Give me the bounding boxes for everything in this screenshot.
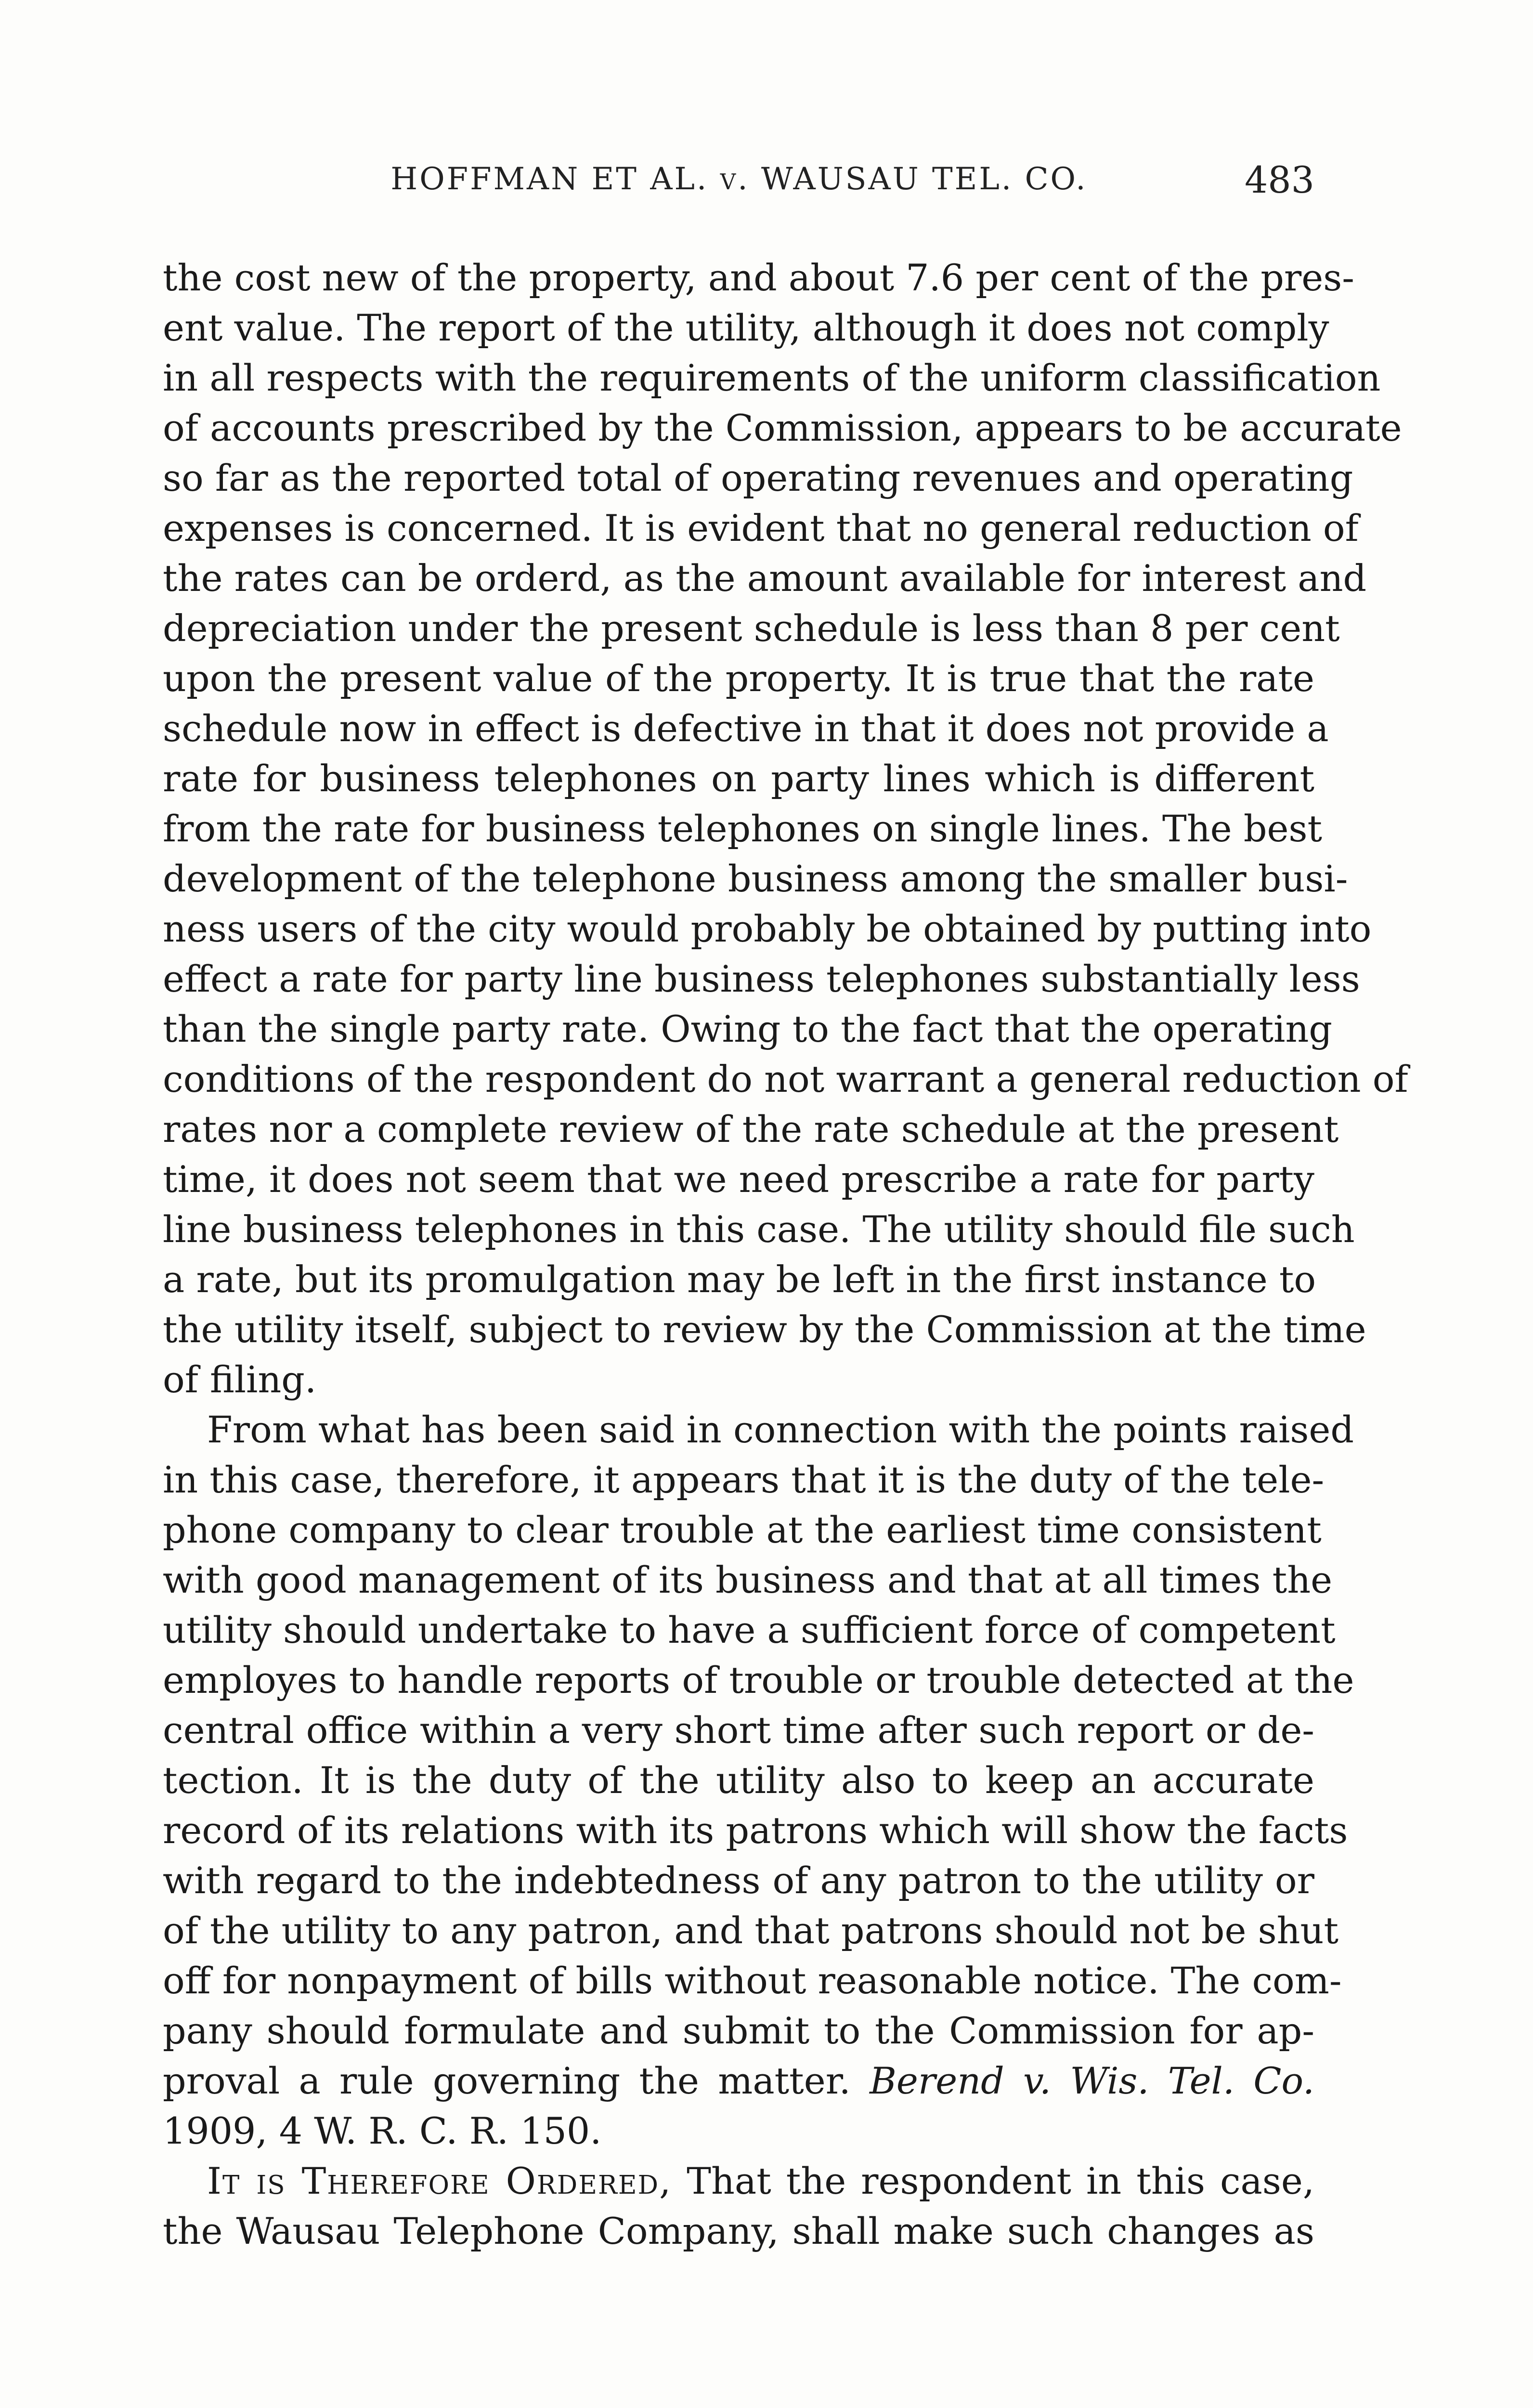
text-segment: That the respondent in this case, — [687, 2159, 1314, 2202]
text-line: with regard to the indebtedness of any patron to the utility or — [163, 1859, 1314, 1902]
text-line: in all respects with the requirements of the uniform classification — [163, 356, 1381, 399]
text-line: employes to handle reports of trouble or trouble detected at the — [163, 1659, 1354, 1701]
text-line: the cost new of the property, and about 7.6 per cent of the pres- — [163, 256, 1354, 299]
text-line: a rate, but its promulgation may be left in the first instance to — [163, 1258, 1316, 1301]
case-citation: Berend v. Wis. Tel. Co. — [870, 2059, 1314, 2102]
text-line — [163, 2156, 1314, 2206]
text-line: time, it does not seem that we need prescribe a rate for party — [163, 1158, 1314, 1201]
page-number: 483 — [1244, 158, 1314, 201]
text-line: ness users of the city would probably be obtained by putting into — [163, 907, 1372, 950]
text-line: from the rate for business telephones on single lines. The best — [163, 807, 1322, 850]
text-line: rates nor a complete review of the rate schedule at the present — [163, 1108, 1339, 1151]
text-line: off for nonpayment of bills without reasonable notice. The com- — [163, 1959, 1342, 2002]
text-line: the rates can be orderd, as the amount available for interest and — [163, 557, 1367, 600]
running-title: HOFFMAN ET AL. v. WAUSAU TEL. CO. — [390, 161, 1088, 197]
text-line: utility should undertake to have a sufficient force of competent — [163, 1609, 1336, 1651]
text-line: ent value. The report of the utility, although it does not comply — [163, 306, 1329, 349]
text-line: tection. It is the duty of the utility also to keep an accurate — [163, 1759, 1314, 1802]
text-line: effect a rate for party line business telephones substantially less — [163, 957, 1360, 1000]
text-line: of the utility to any patron, and that patrons should not be shut — [163, 1909, 1339, 1952]
text-line: than the single party rate. Owing to the fact that the operating — [163, 1008, 1333, 1050]
text-line: schedule now in effect is defective in that it does not provide a — [163, 707, 1329, 750]
text-line: central office within a very short time after such report or de- — [163, 1709, 1314, 1752]
text-line: the Wausau Telephone Company, shall make such changes as — [163, 2210, 1314, 2252]
text-line — [163, 2056, 1314, 2106]
text-line: with good management of its business and that at all times the — [163, 1558, 1333, 1601]
text-line: 1909, 4 W. R. C. R. 150. — [163, 2109, 602, 2152]
text-line: of filing. — [163, 1358, 317, 1401]
text-segment: proval a rule governing the matter. — [163, 2059, 851, 2102]
text-line: conditions of the respondent do not warrant a general reduction of — [163, 1058, 1408, 1100]
text-line: line business telephones in this case. The utility should file such — [163, 1208, 1355, 1251]
text-line: From what has been said in connection with the points raised — [207, 1408, 1354, 1451]
text-line: rate for business telephones on party lines which is different — [163, 757, 1314, 800]
text-line: depreciation under the present schedule is less than 8 per cent — [163, 607, 1340, 650]
text-line: of accounts prescribed by the Commission, appears to be accurate — [163, 406, 1402, 449]
order-lead-in: It is Therefore Ordered, — [207, 2159, 672, 2202]
text-line: development of the telephone business among the smaller busi- — [163, 857, 1348, 900]
text-line: in this case, therefore, it appears that it is the duty of the tele- — [163, 1458, 1325, 1501]
running-head — [164, 158, 1314, 209]
text-line: pany should formulate and submit to the Commission for ap- — [163, 2009, 1314, 2052]
text-line: record of its relations with its patrons which will show the facts — [163, 1809, 1348, 1852]
text-line: the utility itself, subject to review by the Commission at the time — [163, 1308, 1366, 1351]
text-line: expenses is concerned. It is evident that no general reduction of — [163, 507, 1359, 550]
text-line: phone company to clear trouble at the earliest time consistent — [163, 1508, 1322, 1551]
body-text — [163, 253, 1408, 2256]
text-line: upon the present value of the property. It is true that the rate — [163, 657, 1314, 700]
text-line: so far as the reported total of operating revenues and operating — [163, 457, 1353, 499]
